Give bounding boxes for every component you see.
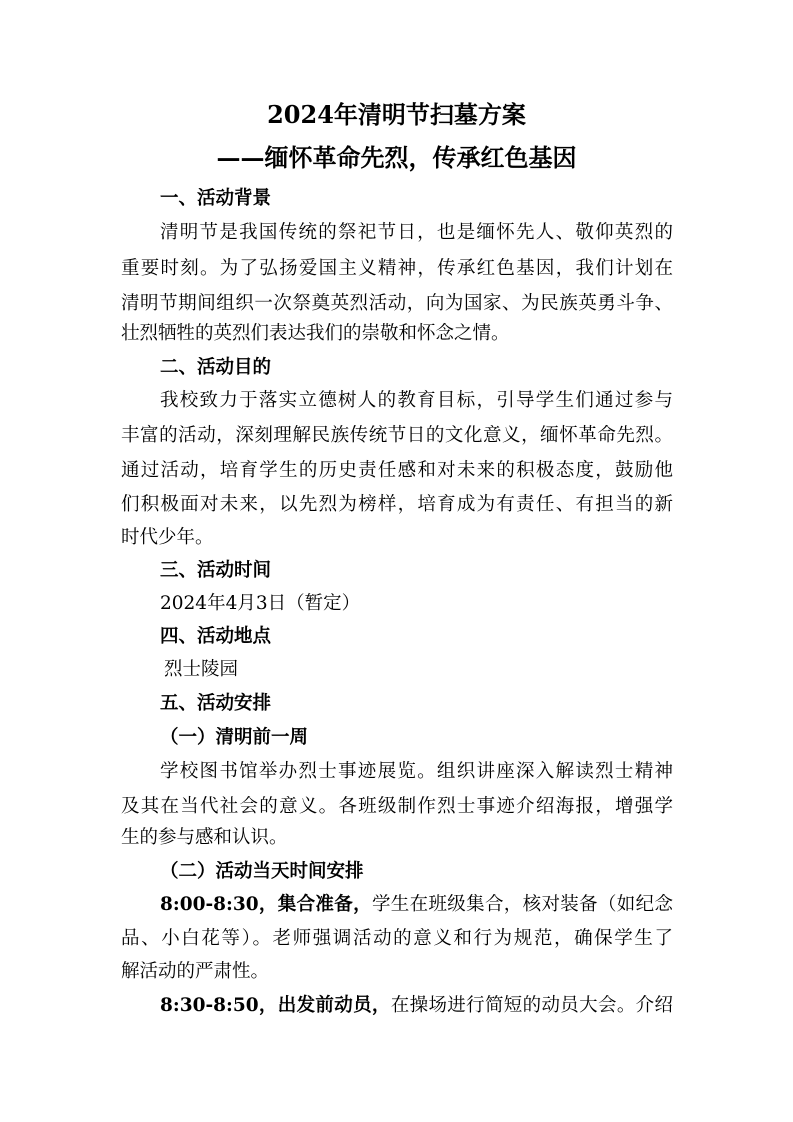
subheading-week-before: （一）清明前一周 (160, 727, 309, 748)
schedule-item-1-line-3: 解活动的严肃性。 (121, 961, 270, 982)
schedule-item-1-label: 集合准备， (277, 894, 372, 915)
purpose-line-3: 通过活动，培育学生的历史责任感和对未来的积极态度，鼓励他 (121, 460, 673, 481)
background-line-3: 清明节期间组织一次祭奠英烈活动，向为国家、为民族英勇斗争、 (121, 293, 673, 314)
purpose-line-5: 时代少年。 (121, 527, 214, 548)
section-heading-background: 一、活动背景 (160, 188, 272, 209)
week-before-line-1: 学校图书馆举办烈士事迹展览。组织讲座深入解读烈士精神 (160, 761, 673, 782)
purpose-line-1: 我校致力于落实立德树人的教育目标，引导学生们通过参与 (160, 390, 673, 411)
schedule-item-1-text: 学生在班级集合，核对装备（如纪念 (371, 894, 673, 915)
section-heading-purpose: 二、活动目的 (160, 357, 272, 378)
document-subtitle: ——缅怀革命先烈，传承红色基因 (216, 143, 577, 172)
subheading-same-day: （二）活动当天时间安排 (160, 861, 364, 882)
week-before-line-3: 生的参与感和认识。 (121, 827, 288, 848)
section-heading-arrangement: 五、活动安排 (160, 693, 272, 714)
background-line-2: 重要时刻。为了弘扬爱国主义精神，传承红色基因，我们计划在 (121, 258, 673, 279)
schedule-item-1 (160, 893, 673, 917)
activity-date: 2024年4月3日（暂定） (160, 593, 361, 614)
purpose-line-4: 们积极面对未来，以先烈为榜样，培育成为有责任、有担当的新 (121, 494, 673, 515)
section-heading-place: 四、活动地点 (160, 626, 272, 647)
document-title: 2024年清明节扫墓方案 (267, 100, 526, 129)
background-line-1: 清明节是我国传统的祭祀节日，也是缅怀先人、敬仰英烈的 (160, 222, 673, 243)
schedule-item-1-line-2: 品、小白花等）。老师强调活动的意义和行为规范，确保学生了 (121, 928, 673, 949)
section-heading-time: 三、活动时间 (160, 560, 272, 581)
background-line-4: 壮烈牺牲的英烈们表达我们的崇敬和怀念之情。 (121, 323, 510, 344)
schedule-item-2-time: 8:30-8:50， (160, 995, 278, 1016)
schedule-item-2-text: 在操场进行简短的动员大会。介绍 (390, 995, 673, 1016)
purpose-line-2: 丰富的活动，深刻理解民族传统节日的文化意义，缅怀革命先烈。 (121, 425, 673, 446)
week-before-line-2: 及其在当代社会的意义。各班级制作烈士事迹介绍海报，增强学 (121, 796, 673, 817)
schedule-item-1-time: 8:00-8:30， (160, 894, 278, 915)
activity-place: 烈士陵园 (164, 659, 239, 680)
schedule-item-2-label: 出发前动员， (277, 995, 391, 1016)
schedule-item-2 (160, 994, 673, 1018)
